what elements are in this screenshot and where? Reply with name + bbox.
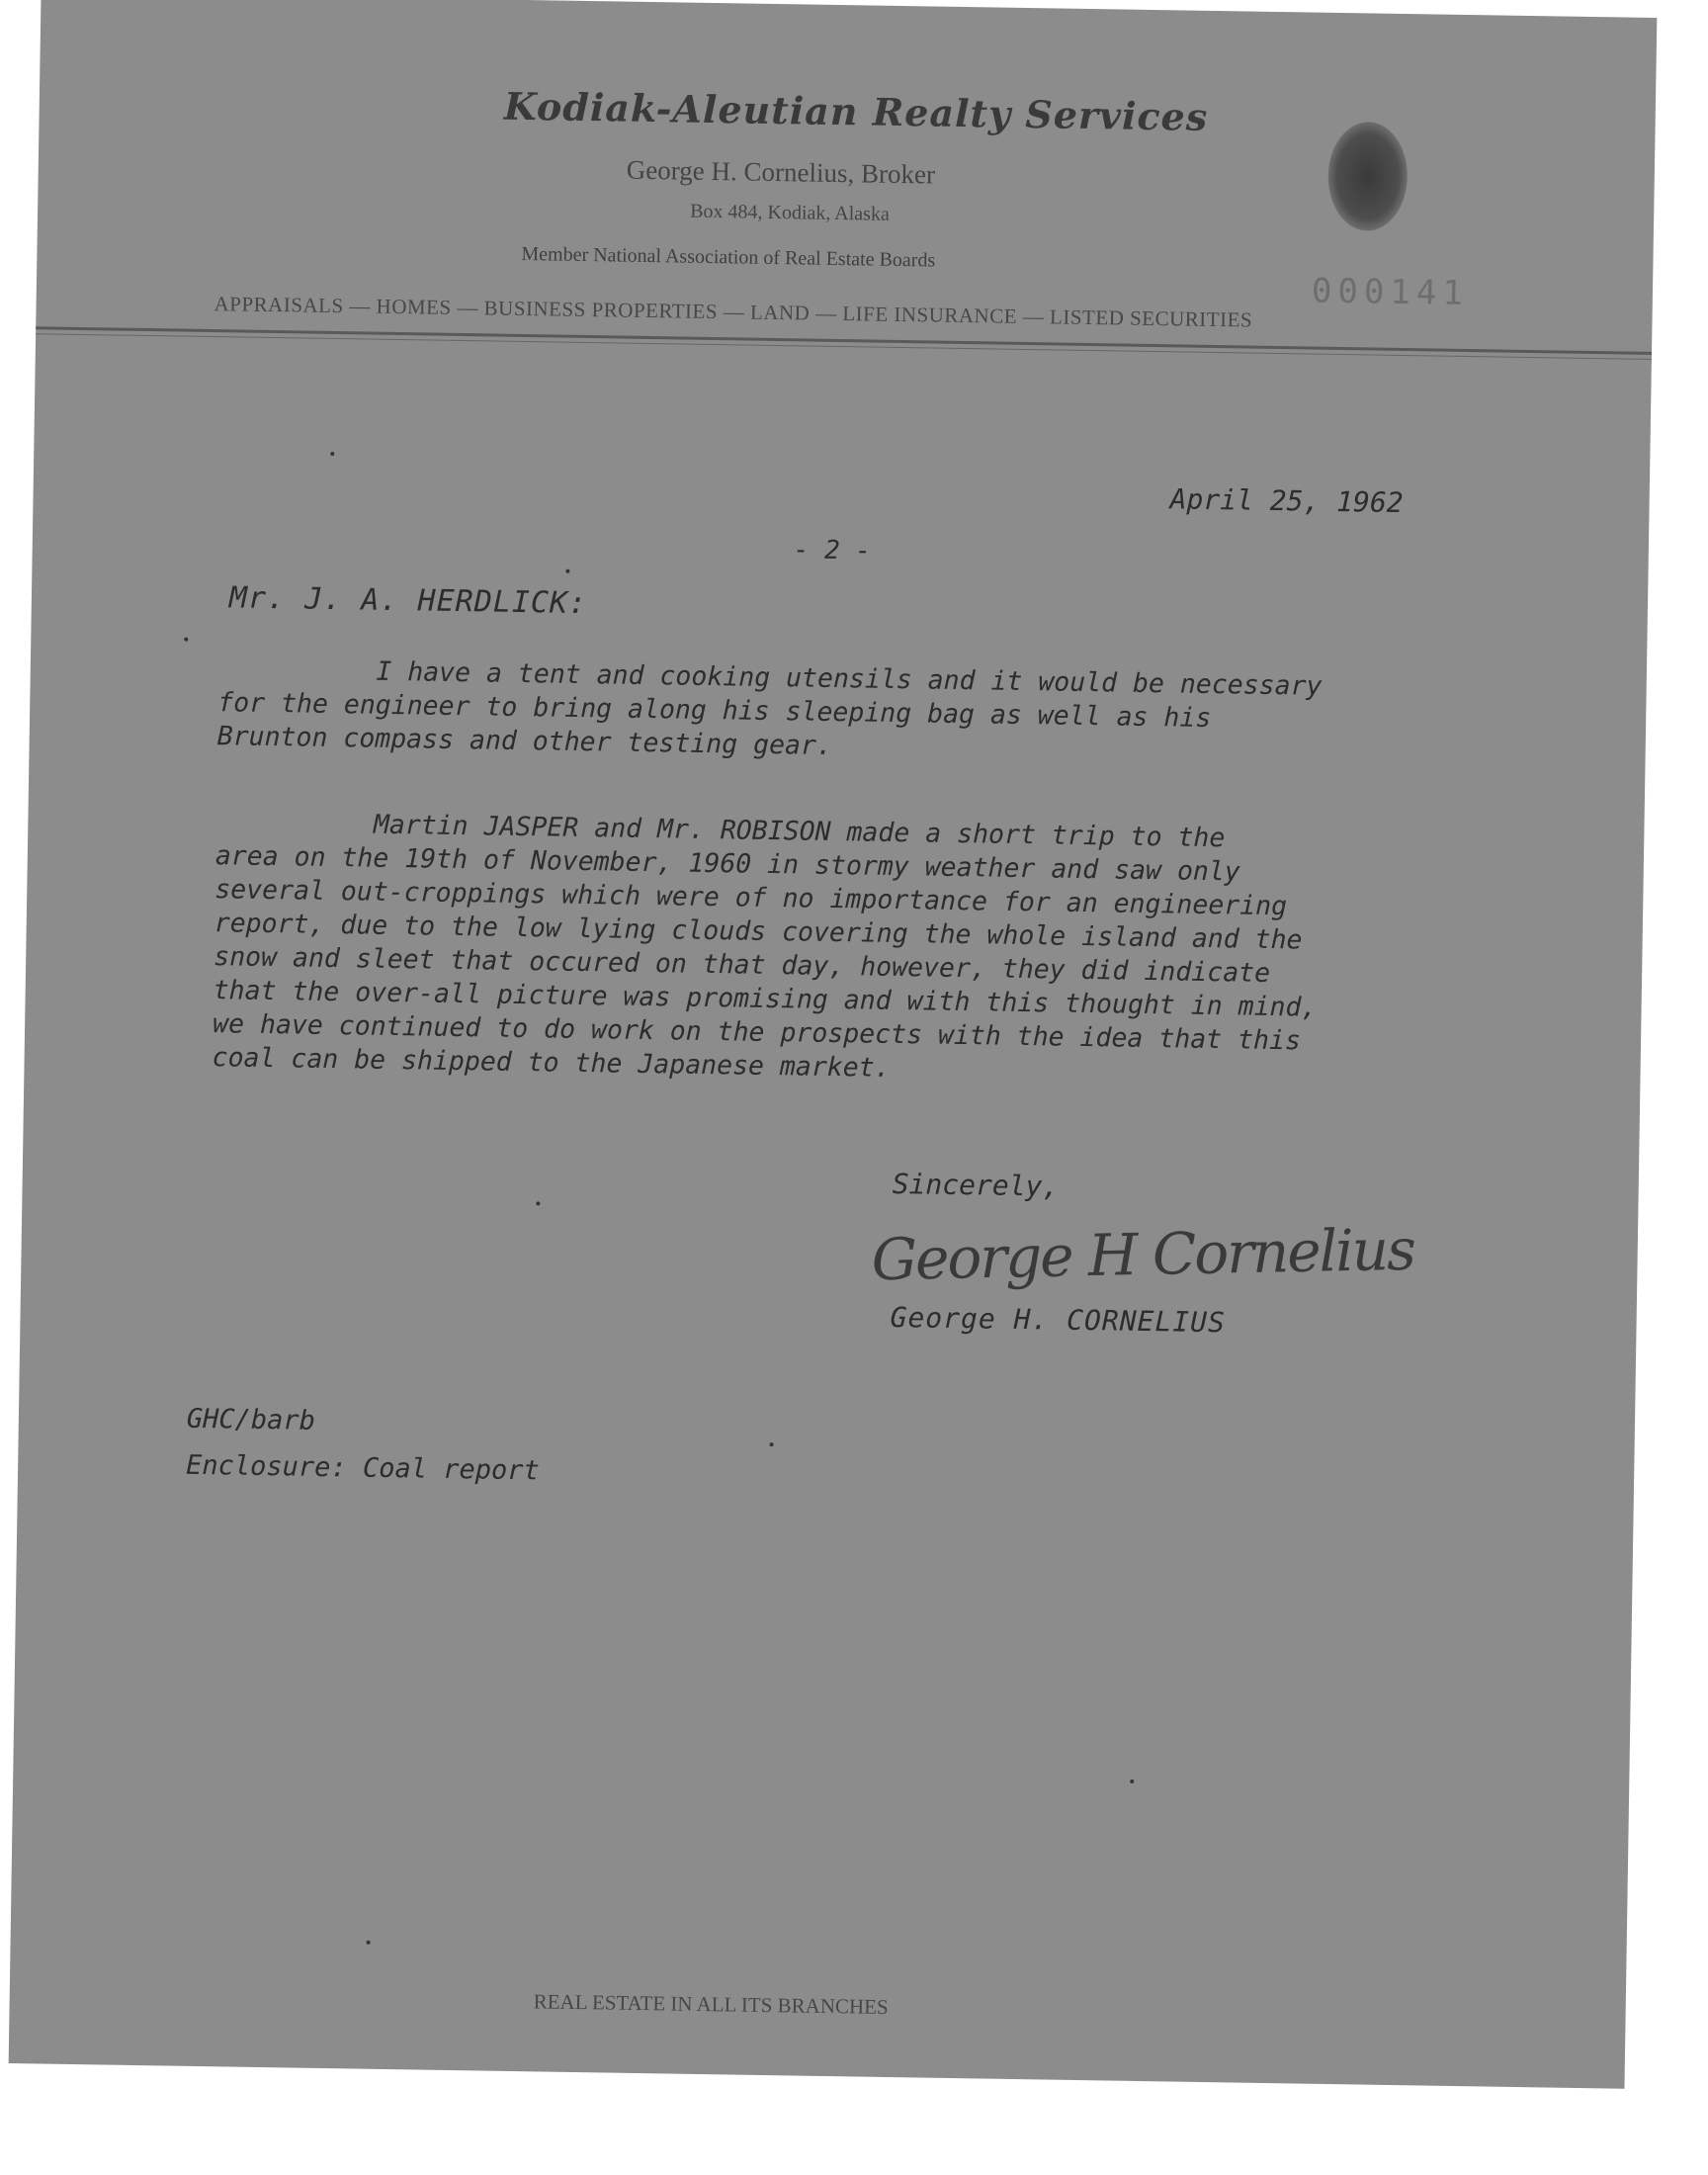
letter-page	[9, 0, 1658, 2089]
company-address: Box 484, Kodiak, Alaska	[689, 200, 890, 225]
paper-speck	[770, 1442, 774, 1446]
salutation: Mr. J. A. HERDLICK:	[228, 580, 588, 622]
letterhead-divider-thin	[36, 333, 1652, 360]
membership-line: Member National Association of Real Estate Boards	[521, 242, 936, 272]
paper-speck	[536, 1201, 540, 1205]
footer-tagline: REAL ESTATE IN ALL ITS BRANCHES	[533, 1989, 889, 2020]
reference-initials: GHC/barb	[186, 1403, 316, 1436]
paper-speck	[367, 1941, 371, 1945]
eagle-seal-icon	[1327, 122, 1409, 231]
body-paragraph-2: Martin JASPER and Mr. ROBISON made a short trip to the area on the 19th of November, 1960 in stormy weather and saw only several out-croppings which were of no importance for an engineering report, due to the low lying clouds covering the whole island and the snow and sleet that occured on that day, however, they did indicate that the over-all picture was promising and with this thought in mind, we have continued to do work on the prospects with the idea that this coal can be shipped to the Japanese market.	[212, 807, 1318, 1084]
paper-speck	[184, 638, 188, 642]
signer-name: George H. CORNELIUS	[890, 1300, 1227, 1340]
paper-speck	[1130, 1780, 1134, 1784]
closing: Sincerely,	[892, 1167, 1060, 1203]
page-marker: - 2 -	[793, 535, 872, 566]
handwritten-signature: George H Cornelius	[871, 1215, 1415, 1294]
paper-speck	[330, 452, 334, 456]
broker-name: George H. Cornelius, Broker	[626, 154, 936, 190]
document-number: 000141	[1311, 271, 1470, 314]
paper-speck	[565, 569, 569, 573]
enclosure-line: Enclosure: Coal report	[185, 1449, 540, 1487]
letter-date: April 25, 1962	[1169, 482, 1404, 519]
company-name: Kodiak-Aleutian Realty Services	[503, 83, 1209, 139]
body-paragraph-1: I have a tent and cooking utensils and it would be necessary for the engineer to bring along his sleeping bag as well as his Brunton compass and other testing gear.	[216, 653, 1323, 761]
services-list: APPRAISALS — HOMES — BUSINESS PROPERTIES — LAND — LIFE INSURANCE — LISTED SECURITIES	[214, 292, 1253, 332]
